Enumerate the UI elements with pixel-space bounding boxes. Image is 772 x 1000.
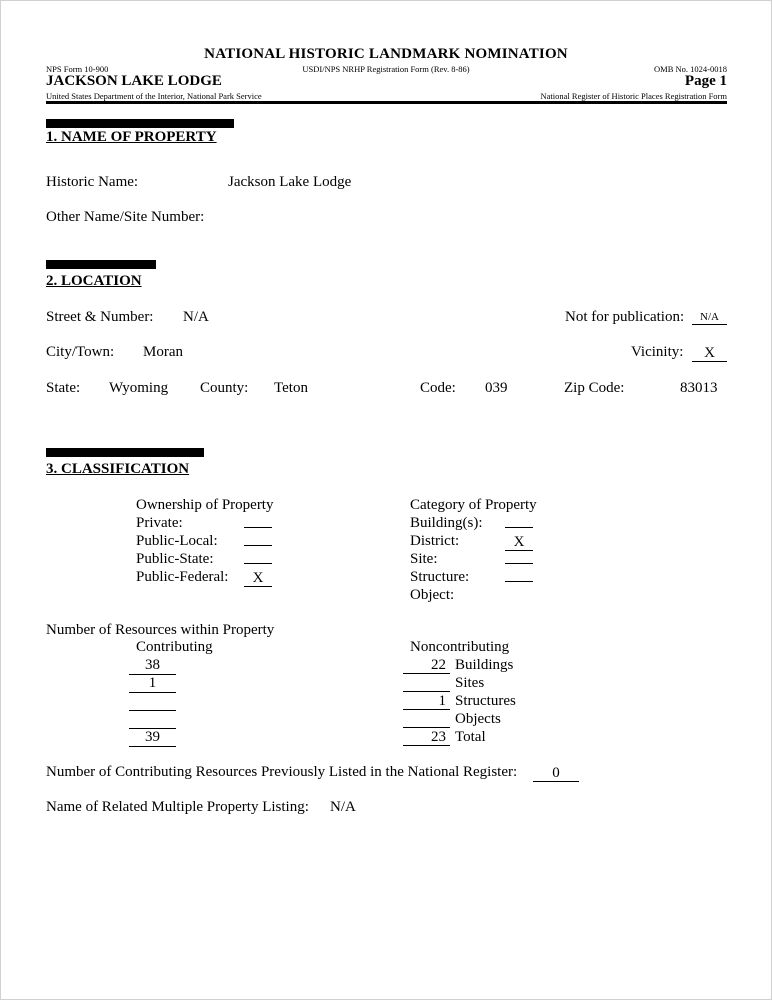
section-bar xyxy=(46,448,204,457)
street-label: Street & Number: xyxy=(46,309,154,325)
contributing-header: Contributing xyxy=(136,639,213,655)
zip-value: 83013 xyxy=(680,380,718,396)
contributing-buildings[interactable]: 38 xyxy=(129,657,176,675)
noncontributing-objects[interactable] xyxy=(403,711,450,728)
noncontributing-structures[interactable]: 1 xyxy=(403,693,450,710)
contributing-objects[interactable] xyxy=(129,711,176,729)
resources-title: Number of Resources within Property xyxy=(46,622,275,638)
noncontributing-sites[interactable] xyxy=(403,675,450,692)
category-structure-field[interactable] xyxy=(505,581,533,582)
contributing-sites[interactable]: 1 xyxy=(129,675,176,693)
county-value: Teton xyxy=(274,380,308,396)
ownership-public-state-label: Public-State: xyxy=(136,551,214,567)
register-form-label: National Register of Historic Places Registration Form xyxy=(540,91,727,101)
street-value: N/A xyxy=(183,309,209,325)
form-number: NPS Form 10-900 xyxy=(46,64,109,74)
section-bar xyxy=(46,119,234,128)
ownership-public-local-label: Public-Local: xyxy=(136,533,218,549)
vicinity-field[interactable]: X xyxy=(692,345,727,362)
historic-name-value: Jackson Lake Lodge xyxy=(228,174,352,190)
category-site-label: Site: xyxy=(410,551,438,567)
contributing-total[interactable]: 39 xyxy=(129,729,176,747)
ownership-public-federal-field[interactable]: X xyxy=(244,570,272,587)
page-number: Page 1 xyxy=(684,73,727,89)
resource-type-structures: Structures xyxy=(455,693,516,709)
ownership-public-state-field[interactable] xyxy=(244,563,272,564)
code-value: 039 xyxy=(485,380,508,396)
category-structure-label: Structure: xyxy=(410,569,470,585)
zip-label: Zip Code: xyxy=(564,380,625,396)
category-site-field[interactable] xyxy=(505,563,533,564)
not-for-publication-field[interactable]: N/A xyxy=(692,310,727,325)
category-building-label: Building(s): xyxy=(410,515,483,531)
code-label: Code: xyxy=(420,380,456,396)
form-title: NATIONAL HISTORIC LANDMARK NOMINATION xyxy=(204,46,568,62)
historic-name-label: Historic Name: xyxy=(46,174,139,190)
related-listing-value: N/A xyxy=(330,799,356,815)
resource-type-total: Total xyxy=(455,729,486,745)
related-listing-label: Name of Related Multiple Property Listing: xyxy=(46,799,309,815)
header-rule xyxy=(46,101,727,104)
category-title: Category of Property xyxy=(410,497,537,513)
previously-listed-label: Number of Contributing Resources Previously Listed in the National Register: xyxy=(46,764,518,780)
resource-type-objects: Objects xyxy=(455,711,501,727)
registration-form-label: USDI/NPS NRHP Registration Form (Rev. 8-86) xyxy=(302,64,470,74)
noncontributing-buildings[interactable]: 22 xyxy=(403,657,450,674)
previously-listed-field[interactable]: 0 xyxy=(533,765,579,782)
ownership-public-federal-label: Public-Federal: xyxy=(136,569,229,585)
department-label: United States Department of the Interior, National Park Service xyxy=(46,91,262,101)
not-for-publication-label: Not for publication: xyxy=(565,309,685,325)
ownership-public-local-field[interactable] xyxy=(244,545,272,546)
section-heading-classification: 3. CLASSIFICATION xyxy=(46,461,190,477)
state-value: Wyoming xyxy=(109,380,169,396)
property-name-header: JACKSON LAKE LODGE xyxy=(46,73,222,89)
city-label: City/Town: xyxy=(46,344,115,360)
resource-type-buildings: Buildings xyxy=(455,657,514,673)
category-building-field[interactable] xyxy=(505,527,533,528)
ownership-private-label: Private: xyxy=(136,515,183,531)
ownership-title: Ownership of Property xyxy=(136,497,274,513)
state-label: State: xyxy=(46,380,81,396)
contributing-structures[interactable] xyxy=(129,693,176,711)
county-label: County: xyxy=(200,380,249,396)
noncontributing-total[interactable]: 23 xyxy=(403,729,450,746)
category-district-field[interactable]: X xyxy=(505,534,533,551)
city-value: Moran xyxy=(143,344,183,360)
noncontributing-header: Noncontributing xyxy=(410,639,510,655)
section-heading-name: 1. NAME OF PROPERTY xyxy=(46,129,217,145)
ownership-private-field[interactable] xyxy=(244,527,272,528)
category-district-label: District: xyxy=(410,533,460,549)
resource-type-sites: Sites xyxy=(455,675,485,691)
section-heading-location: 2. LOCATION xyxy=(46,273,142,289)
other-name-label: Other Name/Site Number: xyxy=(46,209,205,225)
vicinity-label: Vicinity: xyxy=(631,344,684,360)
category-object-label: Object: xyxy=(410,587,455,603)
omb-number: OMB No. 1024-0018 xyxy=(654,64,727,74)
section-bar xyxy=(46,260,156,269)
